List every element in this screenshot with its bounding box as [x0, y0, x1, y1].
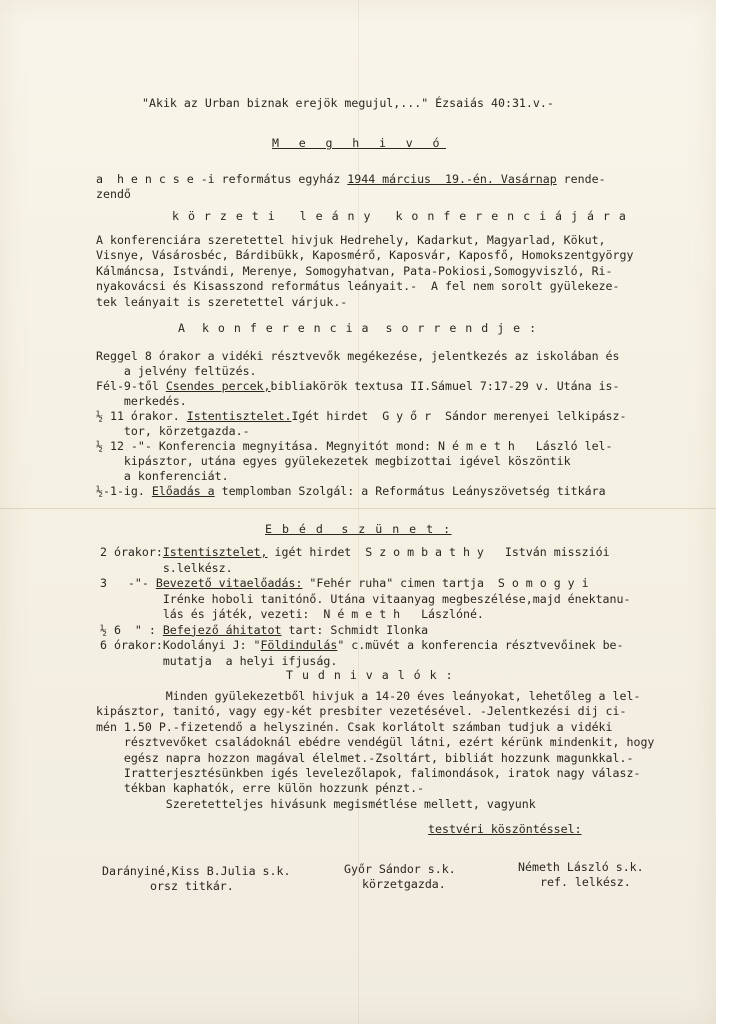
notes-line: egész napra hozzon magával élelmet.-Zsoltárt, bibliát hozzunk magunkkal.- — [96, 750, 634, 765]
closing: testvéri köszöntéssel: — [428, 822, 582, 836]
signature-2-role: körzetgazda. — [362, 877, 446, 891]
afternoon-line: s.lelkész. — [100, 560, 233, 575]
signature-3-name: Németh László s.k. — [518, 860, 644, 874]
notes-title: T u d n i v a l ó k : — [286, 668, 454, 682]
conference-title: k ö r z e t i l e á n y k o n f e r e n c i á j á r a — [172, 209, 627, 223]
invitation-line: Kálmáncsa, Istvándi, Merenye, Somogyhatvan, Pata-Pokiosi,Somogyviszló, Ri- — [96, 263, 613, 278]
afternoon-line: 2 órakor:Istentisztelet, igét hirdet S z o m b a t h y István missziói — [100, 545, 610, 559]
notes-line: Szeretetteljes hivásunk megismétlése mellett, vagyunk — [96, 796, 536, 811]
program-line: Fél-9-től Csendes percek,bibliakörök textusa II.Sámuel 7:17-29 v. Utána is- — [96, 379, 620, 393]
heading: M e g h i v ó — [272, 136, 446, 150]
program-line: kipásztor, utána egyes gyülekezetek megbizottai igével köszöntik — [96, 454, 571, 468]
intro-line-2: zendő — [96, 187, 131, 201]
notes-line: Minden gyülekezetből hivjuk a 14-20 éves leányokat, lehetőleg a lel- — [96, 689, 641, 703]
program-line: tor, körzetgazda.- — [96, 424, 250, 438]
invitation-line: A konferenciára szeretettel hivjuk Hedrehely, Kadarkut, Magyarlad, Kökut, — [96, 233, 606, 247]
afternoon-line: Irénke hoboli tanitónő. Utána vitaanyag megbeszélése,majd énektanu- — [100, 591, 631, 606]
notes-line: résztvevőket családoknál ebédre vendégül látni, ezért kérünk mindenkit, hogy — [96, 735, 655, 750]
afternoon-line: mutatja a helyi ifjuság. — [100, 653, 338, 668]
invitation-line: Visnye, Vásárosbéc, Bárdibükk, Kaposmérő, Kaposvár, Kaposfő, Homokszentgyörgy — [96, 248, 634, 263]
scan-edge — [716, 0, 732, 1024]
order-title: A k o n f e r e n c i a s o r r e n d j e : — [178, 321, 538, 335]
lunch-break: E b é d s z ü n e t : — [265, 522, 452, 536]
program-line: a konferenciát. — [96, 469, 229, 483]
signature-1-name: Darányiné,Kiss B.Julia s.k. — [102, 864, 291, 878]
invitation-line: nyakovácsi és Kisasszond református leányait.- A fel nem sorolt gyülekeze- — [96, 279, 620, 294]
afternoon-line: ½ 6 " : Befejező áhitatot tart: Schmidt Ilonka — [100, 622, 429, 637]
afternoon-line: 3 -"- Bevezető vitaelőadás: "Fehér ruha" cimen tartja S o m o g y i — [100, 576, 589, 590]
program-line: ½ 11 órakor. Istentisztelet.Igét hirdet G y ő r Sándor merenyei lelkipász- — [96, 409, 627, 423]
motto: "Akik az Urban biznak erejök megujul,..." Ézsaiás 40:31.v.- — [142, 96, 554, 110]
program-line: merkedés. — [96, 394, 187, 408]
program-line: Reggel 8 órakor a vidéki résztvevők megékezése, jelentkezés az iskolában és — [96, 349, 620, 363]
afternoon-line: lás és játék, vezeti: N é m e t h Lászlóné. — [100, 607, 484, 621]
notes-line: mén 1.50 P.-fizetendő a helyszinén. Csak korlátolt számban tudjuk a vidéki — [96, 719, 613, 734]
program-line: ½ 12 -"- Konferencia megnyitása. Megnyitót mond: N é m e t h László lel- — [96, 439, 613, 453]
notes-line: tékban kaphatók, erre külön hozzunk pénzt.- — [96, 781, 425, 796]
afternoon-line: 6 órakor:Kodolányi J: "Földindulás" c.müvét a konferencia résztvevőinek be- — [100, 638, 624, 652]
notes-line: kipásztor, tanitó, vagy egy-két presbiter vezetésével. -Jelentkezési dij ci- — [96, 704, 627, 719]
invitation-line: tek leányait is szeretettel várjuk.- — [96, 294, 348, 309]
intro-line-1: a h e n c s e -i református egyház 1944 március 19.-én. Vasárnap rende- — [96, 172, 606, 186]
notes-line: Iratterjesztésünkben igés levelezőlapok, falimondások, iratok nagy válasz- — [96, 766, 641, 780]
signature-2-name: Győr Sándor s.k. — [344, 862, 456, 876]
program-line: ½-1-ig. Előadás a templomban Szolgál: a Református Leányszövetség titkára — [96, 484, 606, 498]
program-line: a jelvény feltüzés. — [96, 364, 257, 378]
signature-1-role: orsz titkár. — [150, 879, 234, 893]
signature-3-role: ref. lelkész. — [540, 875, 631, 889]
